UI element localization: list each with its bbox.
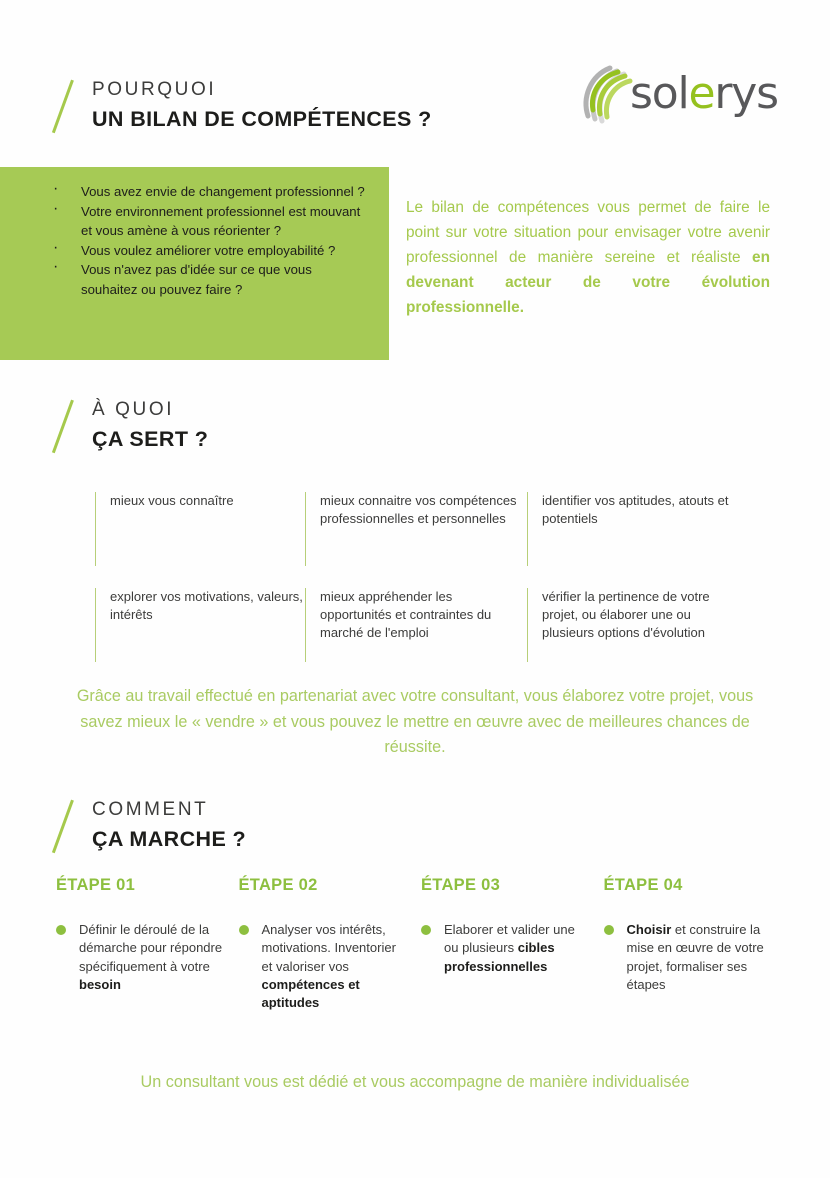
section-title-why: UN BILAN DE COMPÉTENCES ?	[92, 107, 432, 131]
brand-wordmark	[630, 68, 778, 119]
benefit-item: vérifier la pertinence de votre projet, ou élaborer une ou plusieurs options d'évolution	[527, 588, 745, 662]
step-text-bold: besoin	[79, 976, 121, 992]
step-text-before: Définir le déroulé de la démarche pour répondre spécifiquement à votre	[79, 922, 223, 974]
brand-word-accent: e	[688, 68, 715, 119]
list-item: · Vous avez envie de changement professionnel ?	[45, 182, 369, 202]
benefit-item: mieux connaitre vos compétences professionnelles et personnelles	[305, 492, 527, 566]
step-text-before: Analyser vos intérêts, motivations. Inventorier et valoriser vos	[261, 922, 396, 974]
step-label: ÉTAPE 01	[56, 876, 136, 894]
section-kicker-purpose: À QUOI	[92, 399, 175, 420]
section-heading-why	[58, 78, 432, 138]
solerys-swoosh-logo-icon	[578, 64, 636, 124]
step-description	[421, 921, 592, 976]
step-label: ÉTAPE 03	[421, 876, 501, 894]
section-kicker-why: POURQUOI	[92, 79, 217, 100]
benefit-item: identifier vos aptitudes, atouts et potentiels	[527, 492, 745, 566]
how-steps	[56, 876, 786, 1012]
benefit-item: mieux appréhender les opportunités et contraintes du marché de l'emploi	[305, 588, 527, 662]
section-heading-purpose	[58, 398, 208, 458]
how-note: Un consultant vous est dédié et vous accompagne de manière individualisée	[140, 1073, 690, 1091]
step-text-bold: cibles professionnelles	[444, 940, 555, 974]
step-card-1	[56, 876, 239, 1012]
why-intro-bold: en devenant acteur de votre évolution professionnelle.	[406, 249, 770, 316]
step-label: ÉTAPE 04	[603, 876, 683, 894]
step-text-before: Elaborer et valider une ou plusieurs	[444, 922, 575, 956]
benefits-row-1	[95, 492, 745, 566]
step-description	[239, 921, 410, 1012]
brand-word-suffix: rys	[714, 68, 778, 119]
why-bullet-list	[0, 167, 389, 299]
section-kicker-how: COMMENT	[92, 799, 209, 820]
step-text-after: et construire la mise en œuvre de votre projet, formaliser ses étapes	[626, 922, 764, 992]
step-description	[56, 921, 227, 994]
benefit-item: mieux vous connaître	[95, 492, 305, 566]
step-card-2	[239, 876, 422, 1012]
step-text-bold: compétences et aptitudes	[261, 976, 360, 1011]
why-intro-paragraph	[406, 195, 770, 320]
step-card-4	[604, 876, 787, 1012]
slash-accent-icon	[58, 78, 88, 138]
why-bullets-callout	[0, 167, 389, 360]
list-item: · Votre environnement professionnel est mouvant et vous amène à vous réorienter ?	[45, 202, 369, 241]
benefit-item: explorer vos motivations, valeurs, intérêts	[95, 588, 305, 662]
step-text-bold: Choisir	[626, 922, 672, 937]
purpose-benefits-grid	[95, 492, 745, 662]
list-item: · Vous voulez améliorer votre employabilité ?	[45, 241, 369, 261]
slash-accent-icon	[58, 398, 88, 458]
section-heading-how	[58, 798, 246, 858]
purpose-note: Grâce au travail effectué en partenariat avec votre consultant, vous élaborez votre projet, vous savez mieux le « vendre » et vous pouvez le mettre en œuvre avec de meilleures chances de réussite.	[76, 687, 754, 756]
list-item: · Vous n'avez pas d'idée sur ce que vous souhaitez ou pouvez faire ?	[45, 260, 369, 299]
brand-word-prefix: sol	[630, 68, 689, 119]
brand-logo	[578, 60, 788, 128]
why-intro-plain: Le bilan de compétences vous permet de faire le point sur votre situation pour envisager votre avenir professionnel de manière sereine et réaliste	[406, 199, 770, 266]
slash-accent-icon	[58, 798, 88, 858]
section-title-how: ÇA MARCHE ?	[92, 827, 247, 851]
step-description	[604, 921, 775, 994]
benefits-row-2	[95, 588, 745, 662]
section-title-purpose: ÇA SERT ?	[92, 427, 209, 451]
step-card-3	[421, 876, 604, 1012]
step-label: ÉTAPE 02	[238, 876, 318, 894]
